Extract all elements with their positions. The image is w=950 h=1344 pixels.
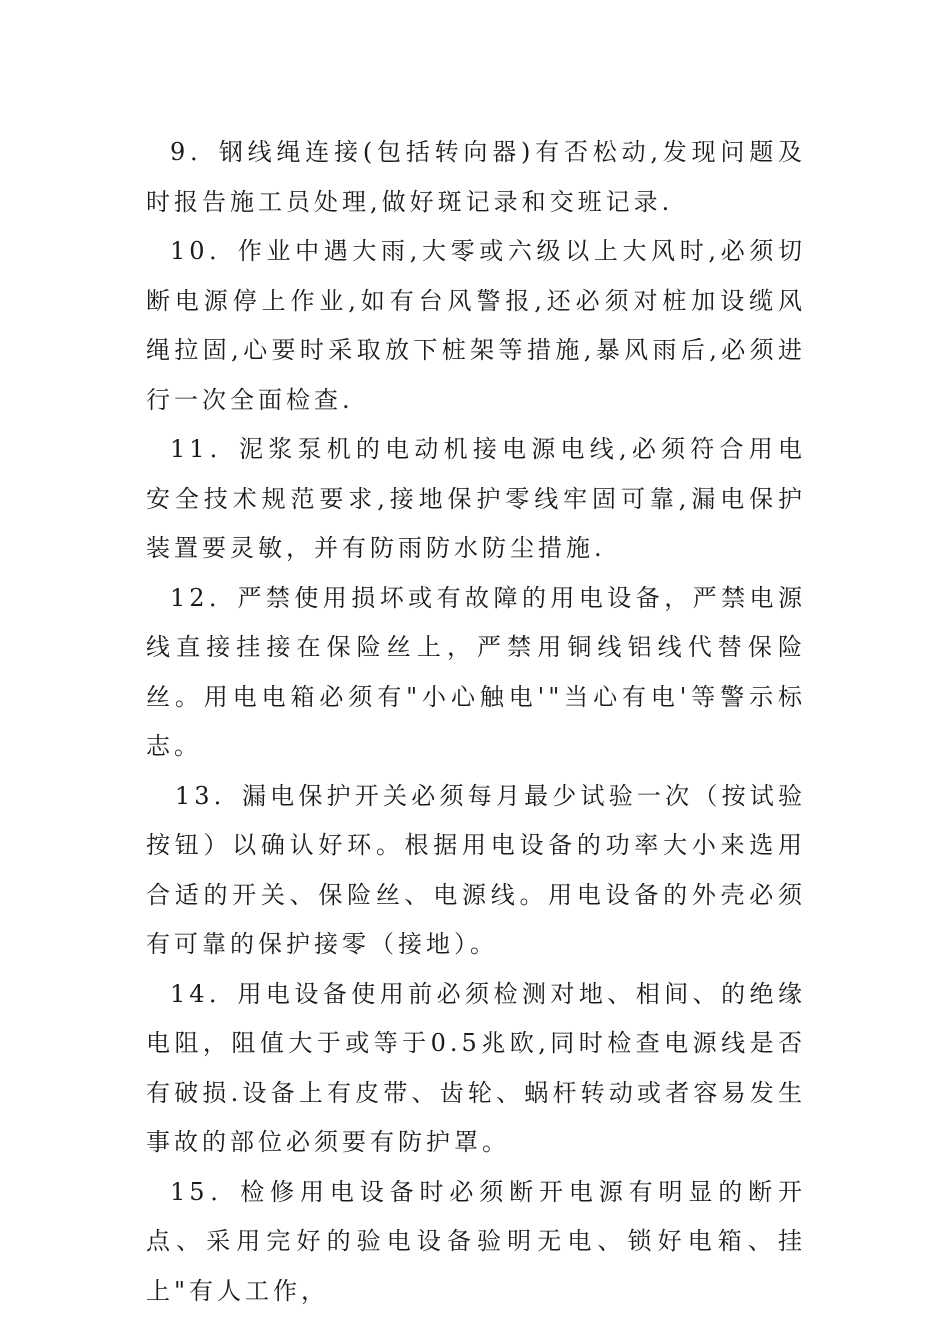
- paragraph-item-12: 12．严禁使用损坏或有故障的用电设备，严禁电源线直接挂接在保险丝上，严禁用铜线铝线代替保险丝。用电电箱必须有"小心触电'"当心有电'等警示标志。: [146, 583, 806, 760]
- paragraph-item-11: 11．泥浆泵机的电动机接电源电线,必须符合用电安全技术规范要求,接地保护零线牢固可靠,漏电保护装置要灵敏，并有防雨防水防尘措施.: [146, 435, 806, 562]
- document-body: [146, 128, 806, 1316]
- paragraph-item-13: 13．漏电保护开关必须每月最少试验一次（按试验按钮）以确认好环。根据用电设备的功率大小来选用合适的开关、保险丝、电源线。用电设备的外壳必须有可靠的保护接零（接地）。: [146, 781, 806, 958]
- paragraph-item-14: 14．用电设备使用前必须检测对地、相间、的绝缘电阻，阻值大于或等于0.5兆欧,同时检查电源线是否有破损.设备上有皮带、齿轮、蜗杆转动或者容易发生事故的部位必须要有防护罩。: [146, 979, 806, 1156]
- paragraph-item-15: 15．检修用电设备时必须断开电源有明显的断开点、采用完好的验电设备验明无电、锁好电箱、挂上"有人工作，: [146, 1177, 806, 1305]
- paragraph-item-10: 10．作业中遇大雨,大零或六级以上大风时,必须切断电源停上作业,如有台风警报,还必须对桩加设缆风绳拉固,心要时采取放下桩架等措施,暴风雨后,必须进行一次全面检查.: [146, 237, 806, 414]
- paragraph-item-9: 9．钢线绳连接(包括转向器)有否松动,发现问题及时报告施工员处理,做好斑记录和交班记录.: [146, 138, 806, 216]
